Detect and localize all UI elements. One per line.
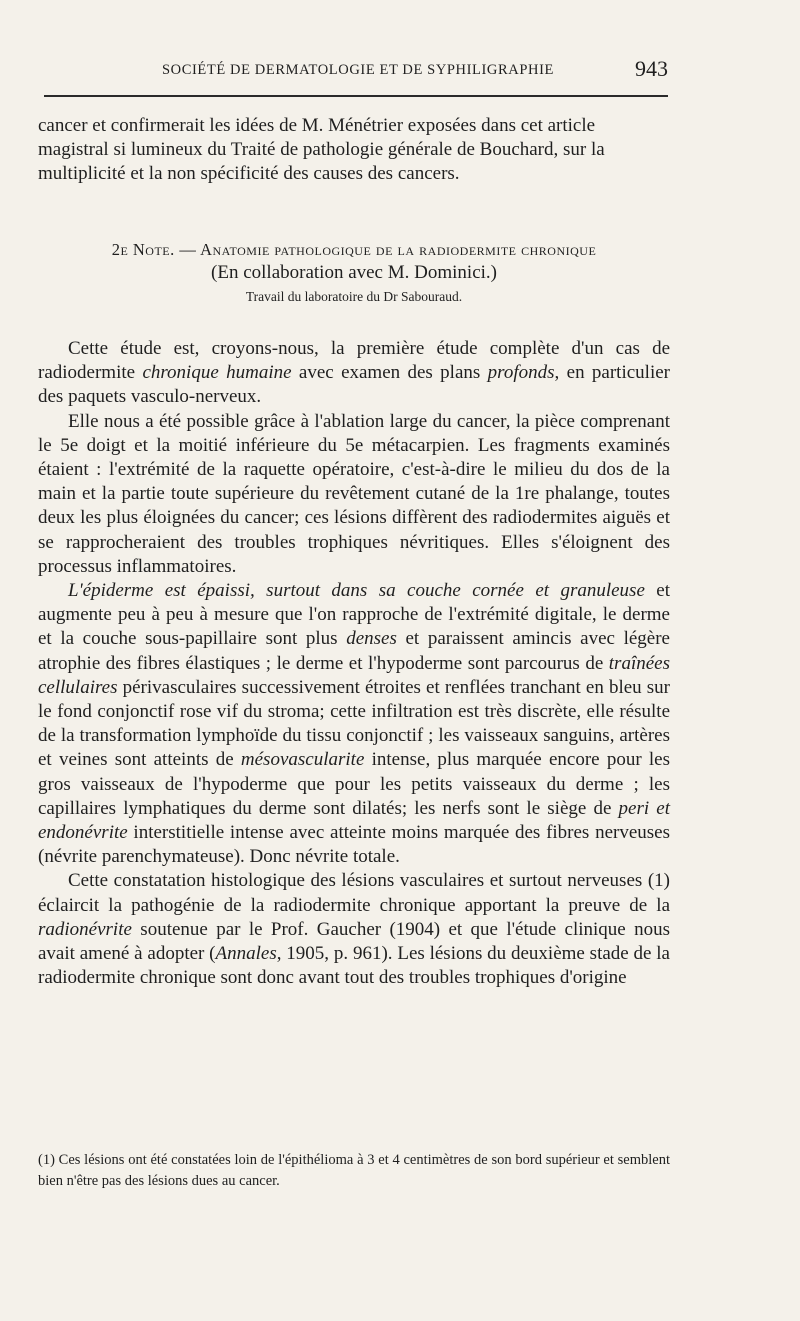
footnote: (1) Ces lésions ont été constatées loin de l'épithélioma à 3 et 4 centimètres de son bord supérieur et semblent bien n'être pas des lésions dues au cancer. bbox=[38, 1152, 670, 1189]
journal-title: SOCIÉTÉ DE DERMATOLOGIE ET DE SYPHILIGRAPHIE bbox=[162, 62, 554, 78]
text-run: avec examen des plans bbox=[291, 362, 488, 384]
paragraph-2 bbox=[38, 337, 670, 410]
text-run: interstitielle intense avec atteinte moins marquée des fibres nerveuses (névrite parenchymateuse). Donc névrite totale. bbox=[38, 822, 670, 868]
italic-run: Annales bbox=[215, 943, 277, 965]
paragraph-4 bbox=[38, 579, 670, 869]
note-heading bbox=[38, 240, 670, 305]
italic-run: peri et endonévrite bbox=[38, 797, 670, 844]
italic-run: chronique humaine bbox=[142, 362, 292, 384]
text-run: et paraissent amincis avec légère atrophie des fibres élastiques ; le derme et l'hypoderme sont parcourus de bbox=[38, 628, 670, 674]
paragraph-continuation bbox=[38, 114, 670, 187]
note-laboratory: Travail du laboratoire du Dr Sabouraud. bbox=[245, 289, 463, 304]
italic-run: mésovascularite bbox=[240, 749, 365, 771]
header-rule bbox=[44, 95, 668, 97]
italic-run: radionévrite bbox=[38, 918, 132, 940]
page-number: 943 bbox=[635, 56, 668, 81]
text-run: intense, plus marquée encore pour les gros vaisseaux de l'hypoderme que pour les petits vaisseaux du derme ; les capillaires lymphatiques du derme sont dilatés; les nerfs sont le siège de bbox=[38, 749, 670, 819]
text-run: soutenue par le Prof. Gaucher (1904) et que l'étude clinique nous avait amené à adopter ( bbox=[38, 918, 670, 965]
note-title: 2e Note. — Anatomie pathologique de la radiodermite chronique bbox=[111, 240, 597, 259]
text-run: Cette étude est, croyons-nous, la première étude complète d'un cas de radiodermite bbox=[38, 338, 670, 384]
italic-run: L'épiderme est épaissi, surtout dans sa couche cornée et granuleuse bbox=[68, 580, 645, 602]
paragraph-1: cancer et confirmerait les idées de M. Ménétrier exposées dans cet article magistral si lumineux du Traité de pathologie générale de Bouchard, sur la multiplicité et la non spécificité des causes des cancers. bbox=[38, 115, 605, 185]
italic-run: traînées cellulaires bbox=[38, 652, 670, 698]
italic-run: denses bbox=[346, 628, 397, 650]
italic-run: profonds bbox=[487, 362, 555, 384]
text-run: , 1905, p. 961). Les lésions du deuxième stade de la radiodermite chronique sont donc avant tout des troubles trophiques d'origine bbox=[38, 943, 670, 989]
text-run: et augmente peu à peu à mesure que l'on rapproche de l'extrémité digitale, le derme et la couche sous-papillaire sont plus bbox=[38, 580, 670, 650]
main-text bbox=[38, 337, 670, 990]
text-run: , en particulier des paquets vasculo-nerveux. bbox=[38, 362, 670, 408]
paragraph-3: Elle nous a été possible grâce à l'ablation large du cancer, la pièce comprenant le 5e doigt et la moitié inférieure du 5e métacarpien. Les fragments examinés étaient : l'extrémité de la raquette opératoire, c'est-à-dire le milieu du dos de la main et la partie toute supérieure du revêtement cutané de la 1re phalange, toutes deux les plus éloignées du cancer; ces lésions diffèrent des radiodermites aiguës et se rapprocheraient des troubles trophiques névritiques. Elles s'éloignent des processus inflammatoires. bbox=[38, 410, 670, 577]
paragraph-5 bbox=[38, 869, 670, 990]
text-run: périvasculaires successivement étroites et renflées tranchant en bleu sur le fond conjonctif rose vif du stroma; cette infiltration est très discrète, elle résulte de la transformation lymphoïde du tissu conjonctif ; les vaisseaux sanguins, artères et veines sont atteints de bbox=[38, 676, 670, 771]
text-run: Cette constatation histologique des lésions vasculaires et surtout nerveuses (1) éclaircit la pathogénie de la radiodermite chronique apportant la preuve de la bbox=[38, 870, 670, 916]
note-collaboration: (En collaboration avec M. Dominici.) bbox=[211, 262, 497, 283]
running-header bbox=[48, 58, 668, 84]
